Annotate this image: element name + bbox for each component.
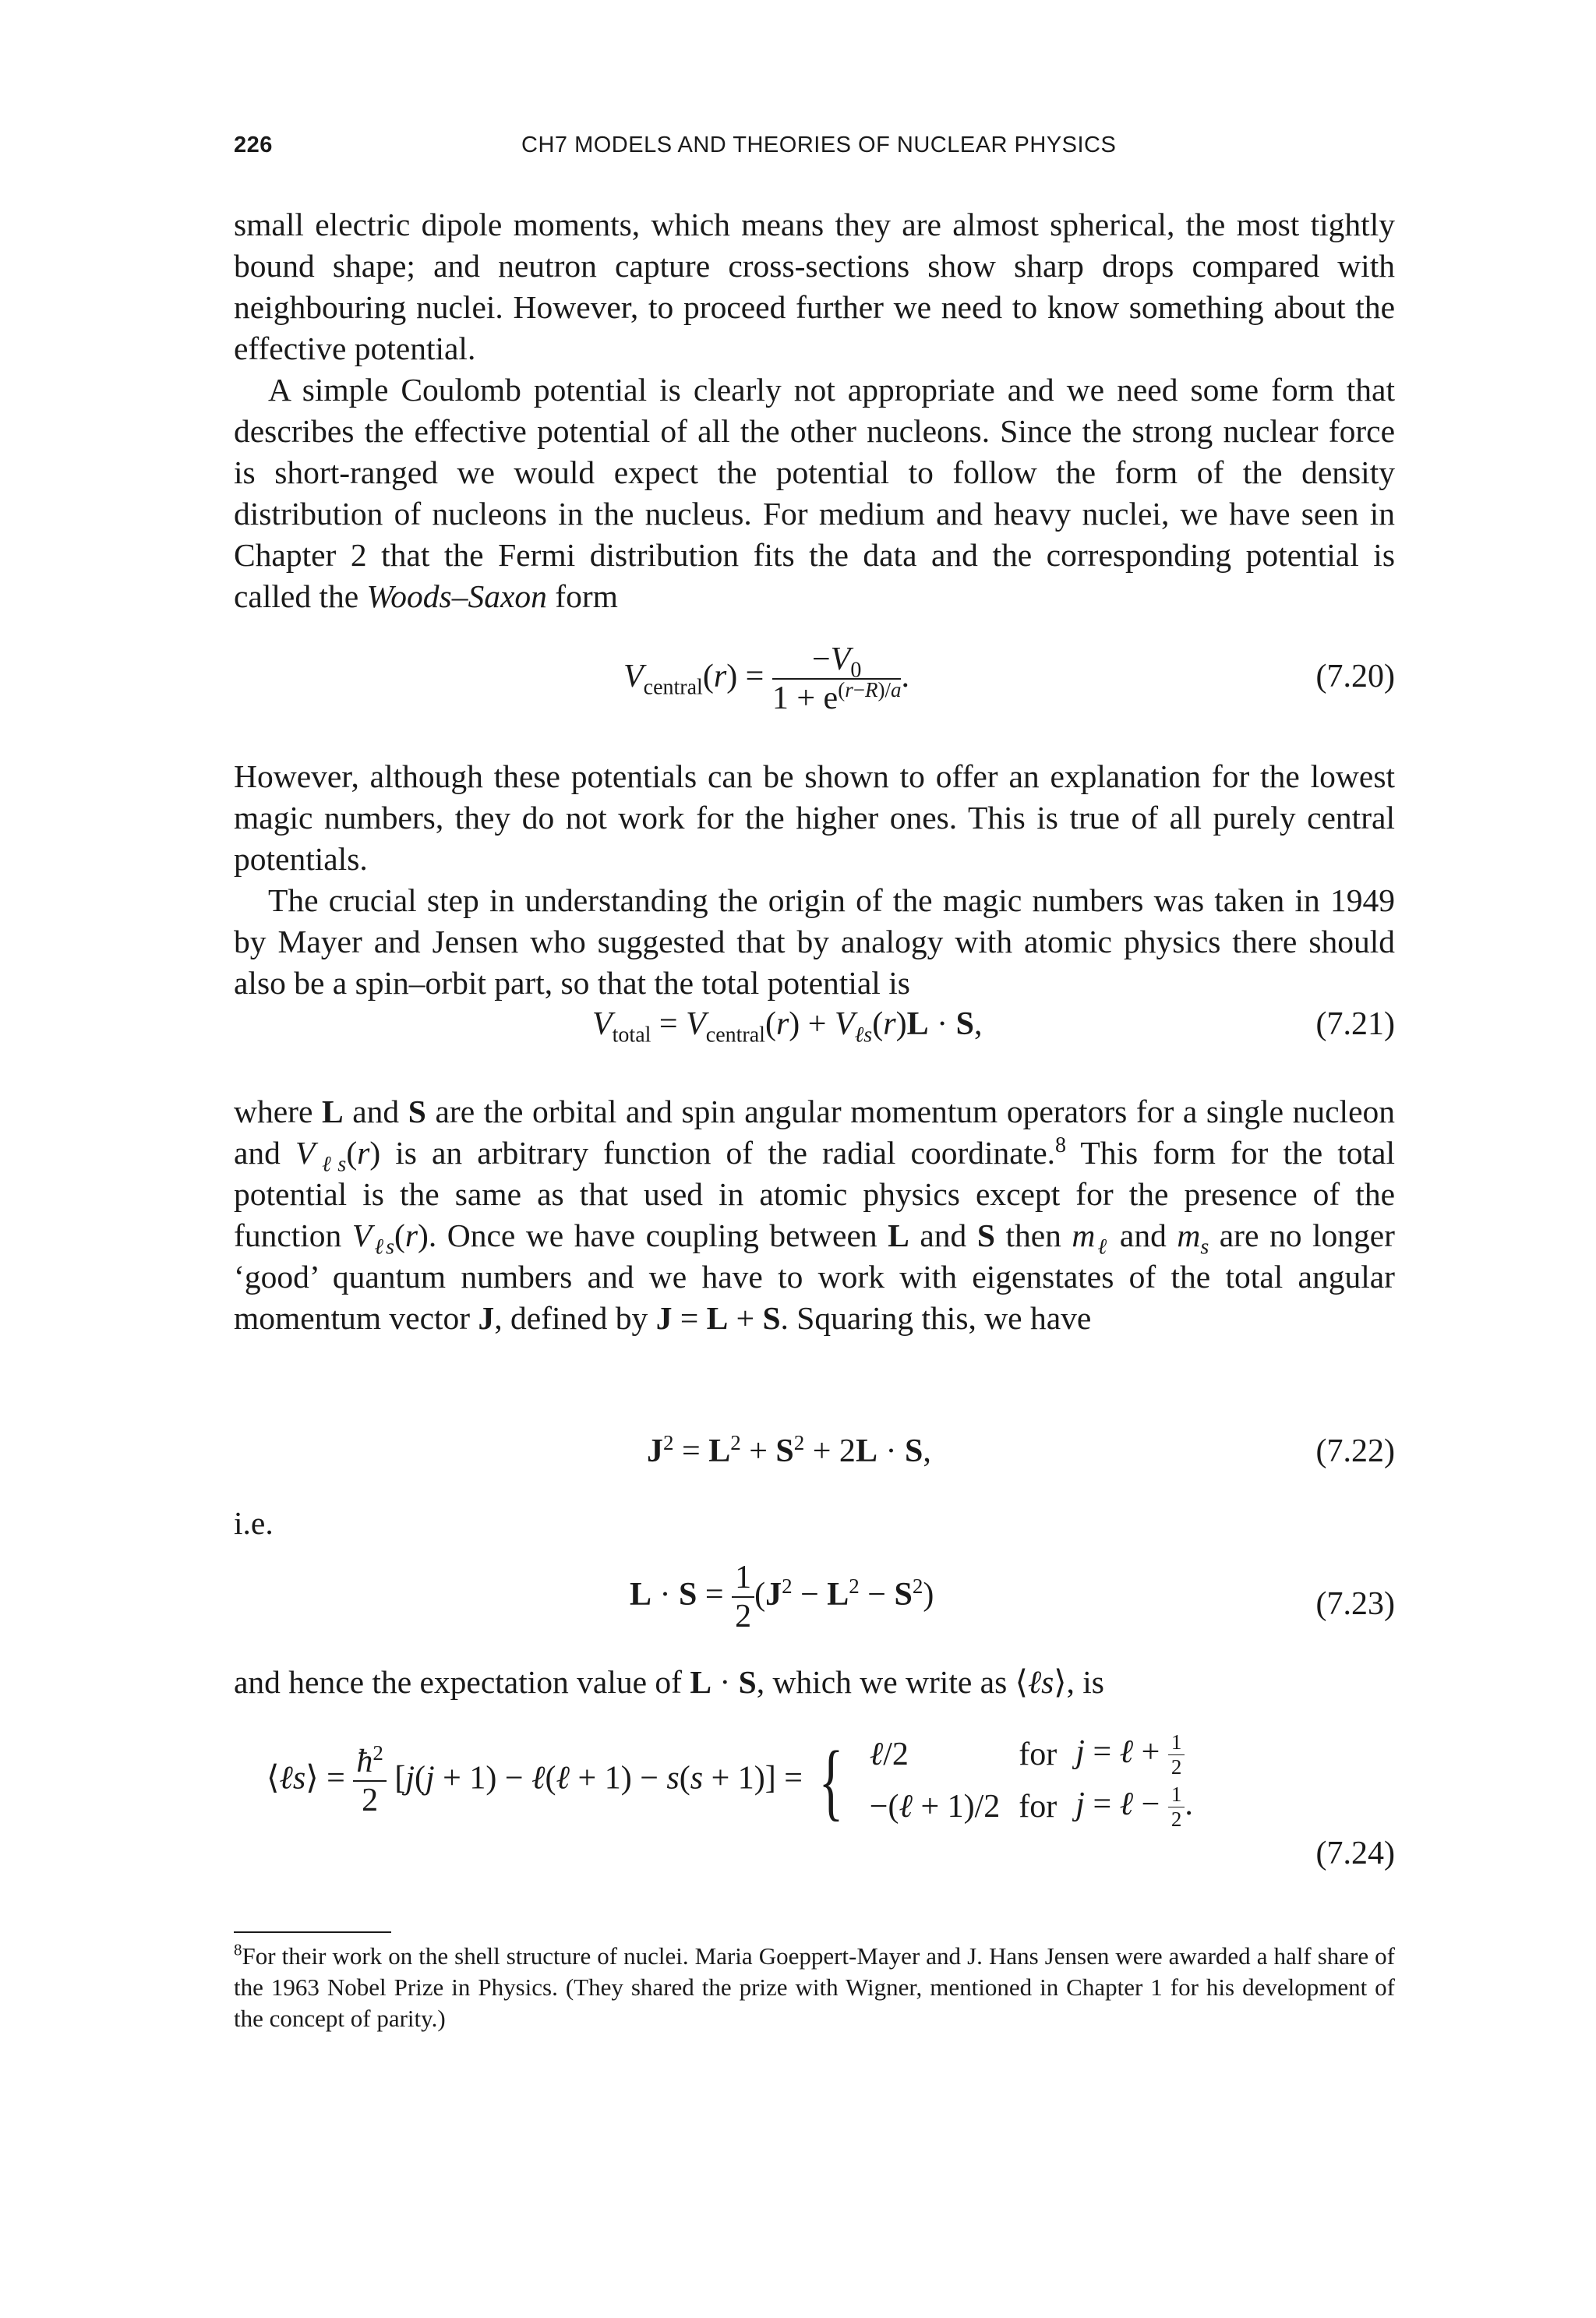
equation-number: (7.21) <box>1315 1006 1395 1042</box>
running-title: CH7 MODELS AND THEORIES OF NUCLEAR PHYSICS <box>521 133 1117 157</box>
equation-7-22 <box>234 1433 1395 1479</box>
paragraph-6: and hence the expectation value of L · S, which we write as ⟨ℓs⟩, is <box>234 1664 1104 1700</box>
paragraph-5: where L and S are the orbital and spin angular momentum operators for a single nucleon and $V_{\ell s}(r)$ is an arbitrary function of the radial coordinate.$^8$ This form for the total potential is the same as that used in atomic physics except for the presence of the function $V_{\ell s}(r)$. Once we have coupling between L and S then $m_\ell$ and $m_s$ are no longer ‘good’ quantum numbers and we have to work with eigenstates of the total angular momentum vector J, defined by J = L + S. Squaring this, we have <box>234 1094 1395 1336</box>
body-text-middle <box>234 756 1395 1004</box>
footnote-rule <box>234 1931 391 1933</box>
equation-7-20-body: $V_{central}(r)$ = $\frac{-V_0}{1 + e^{(r-R)/a}}$ . <box>623 641 909 717</box>
equation-number: (7.22) <box>1315 1433 1395 1469</box>
equation-7-23-body: L · S = $\frac{1}{2}$ $(J^2 - L^2 - S^2)$ <box>630 1560 934 1635</box>
woods-saxon-fraction: $\frac{-V_0}{1 + e^{(r-R)/a}}$ <box>772 641 902 717</box>
equation-number: (7.23) <box>1315 1586 1395 1622</box>
paragraph-4: The crucial step in understanding the origin of the magic numbers was taken in 1949 by Mayer and Jensen who suggested that by analogy with atomic physics there should also be a spin–orbit part, so that the total potential is <box>234 882 1395 1001</box>
cases-table: ℓ/2 for j = ℓ + $\frac{1}{2}$ −(ℓ + 1)/2 for j = ℓ − $\frac{1}{2}$ . <box>869 1730 1193 1832</box>
equation-7-24 <box>234 1729 1395 1885</box>
woods-saxon-term: Woods–Saxon <box>366 578 547 614</box>
paragraph-3: However, although these potentials can be shown to offer an explanation for the lowest magic numbers, they do not work for the higher ones. This is true of all purely central potentials. <box>234 758 1395 877</box>
body-text-lower <box>234 1091 1395 1339</box>
page-number: 226 <box>234 133 273 157</box>
equation-number: (7.24) <box>1315 1836 1395 1871</box>
footnote-number: 8 <box>234 1940 242 1959</box>
paragraph-1: small electric dipole moments, which means they are almost spherical, the most tightly bound shape; and neutron capture cross-sections show sharp drops compared with neighbouring nuclei. However, to proceed further we need to know something about the effective potential. <box>234 207 1395 366</box>
equation-7-22-body: $J^2 = L^2 + S^2 + 2L \cdot S$, <box>647 1431 931 1469</box>
ie-text: i.e. <box>234 1505 274 1541</box>
equation-7-20 <box>234 638 1395 716</box>
equation-7-23 <box>234 1559 1395 1645</box>
equation-7-24-body: ⟨ℓs⟩ = $\frac{ħ^2}{2}$ [j(j + 1) − ℓ(ℓ + 1) − s(s + 1)] = { ℓ/2 for j = ℓ + $\frac{1}{2}$ −(ℓ + 1)/2 for j = ℓ − $\frac{1}{2}$ . <box>267 1729 1202 1833</box>
footnote <box>234 1941 1395 2034</box>
running-header <box>234 133 1395 171</box>
equation-number: (7.20) <box>1315 659 1395 694</box>
equation-7-21-body: $V_{total} = V_{central}(r) + V_{\ell s}(r)L \cdot S$, <box>592 1006 983 1048</box>
body-text-top <box>234 204 1395 617</box>
paragraph-2: A simple Coulomb potential is clearly not appropriate and we need some form that describes the effective potential of all the other nucleons. Since the strong nuclear force is short-ranged we would expect the potential to follow the form of the density distribution of nucleons in the nucleus. For medium and heavy nuclei, we have seen in Chapter 2 that the Fermi distribution fits the data and the corresponding potential is called the Woods–Saxon form <box>234 372 1395 614</box>
equation-7-21 <box>234 1005 1395 1052</box>
body-text-expectation <box>234 1662 1395 1703</box>
footnote-text: For their work on the shell structure of nuclei. Maria Goeppert-Mayer and J. Hans Jensen were awarded a half share of the 1963 Nobel Prize in Physics. (They shared the prize with Wigner, mentioned in Chapter 1 for his development of the concept of parity.) <box>234 1942 1395 2032</box>
footnote-marker[interactable]: 8 <box>1055 1133 1067 1158</box>
